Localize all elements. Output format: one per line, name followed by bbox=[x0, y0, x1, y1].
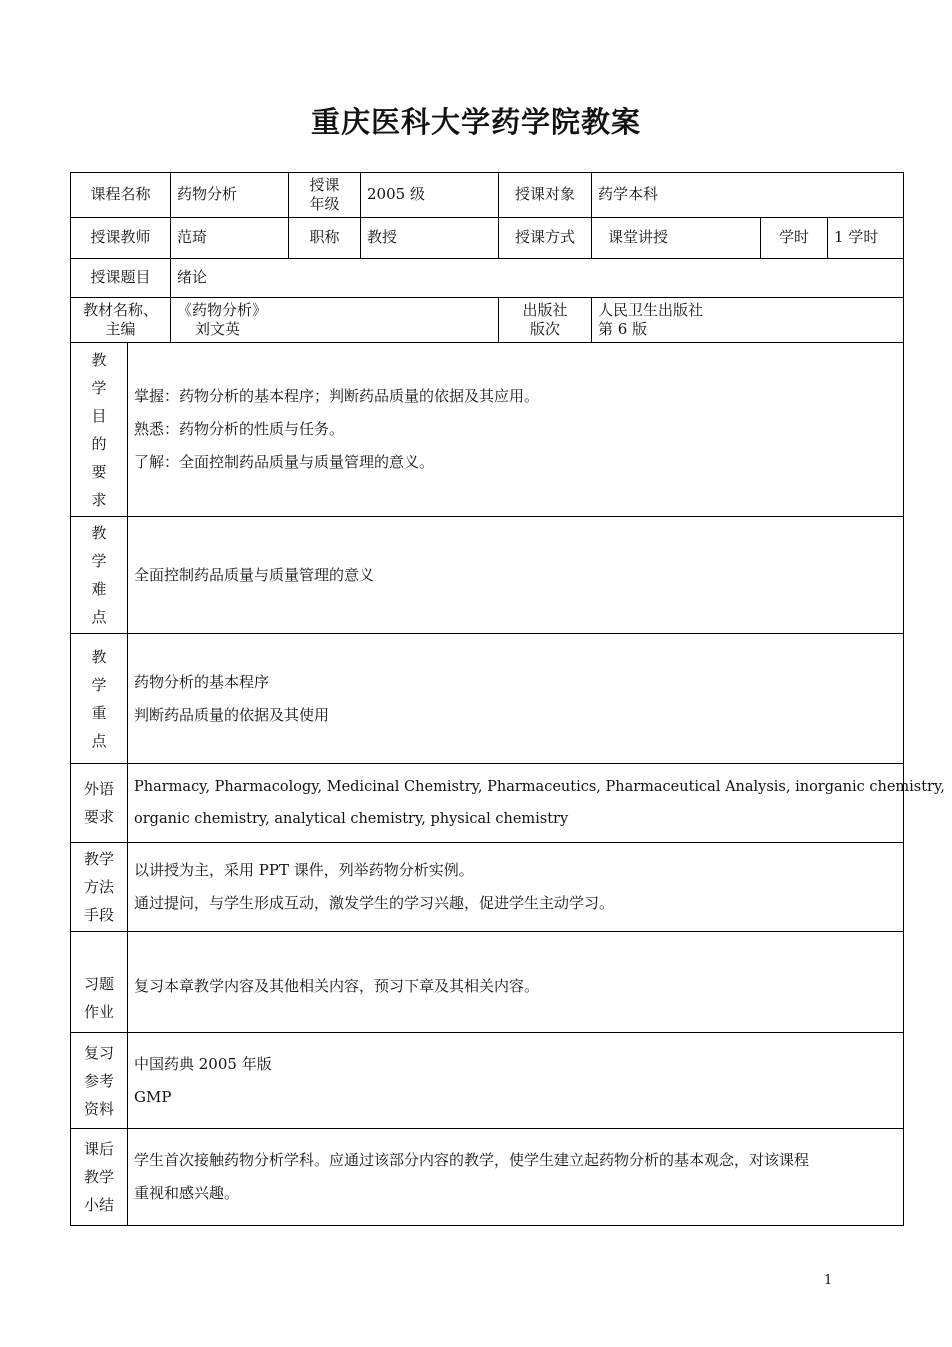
summary-label: 课后 教学 小结 bbox=[71, 1129, 128, 1226]
method-label: 授课方式 bbox=[499, 218, 592, 259]
foreign-row bbox=[71, 764, 904, 843]
grade-label: 授课 年级 bbox=[289, 173, 361, 218]
grade-value: 2005 级 bbox=[361, 173, 499, 218]
lesson-plan-table bbox=[70, 172, 945, 1226]
goals-content: 掌握：药物分析的基本程序；判断药品质量的依据及其应用。 熟悉：药物分析的性质与任务。 了解：全面控制药品质量与质量管理的意义。 bbox=[128, 343, 904, 517]
audience-value: 药学本科 bbox=[592, 173, 904, 218]
topic-row bbox=[71, 259, 904, 298]
methods-content: 以讲授为主，采用 PPT 课件，列举药物分析实例。 通过提问，与学生形成互动，激发学生的学习兴趣，促进学生主动学习。 bbox=[128, 843, 904, 932]
goals-row bbox=[71, 343, 904, 517]
difficulty-content: 全面控制药品质量与质量管理的意义 bbox=[128, 517, 904, 634]
references-row bbox=[71, 1033, 904, 1129]
homework-row bbox=[71, 932, 904, 1033]
page-title: 重庆医科大学药学院教案 bbox=[310, 105, 641, 139]
foreign-content: Pharmacy, Pharmacology, Medicinal Chemistry, Pharmaceutics, Pharmaceutical Analysis, inorganic chemistry, organic chemistry, analytical chemistry, physical chemistry bbox=[128, 764, 904, 843]
textbook-row bbox=[71, 298, 904, 343]
publisher-label: 出版社 版次 bbox=[499, 298, 592, 343]
course-name-value: 药物分析 bbox=[171, 173, 289, 218]
topic-value: 绪论 bbox=[171, 259, 904, 298]
course-name-label: 课程名称 bbox=[71, 173, 171, 218]
references-content: 中国药典 2005 年版 GMP bbox=[128, 1033, 904, 1129]
publisher-value: 人民卫生出版社 第 6 版 bbox=[592, 298, 904, 343]
audience-label: 授课对象 bbox=[499, 173, 592, 218]
difficulty-row bbox=[71, 517, 904, 634]
summary-content: 学生首次接触药物分析学科。应通过该部分内容的教学，使学生建立起药物分析的基本观念，对该课程 重视和感兴趣。 bbox=[128, 1129, 904, 1226]
hours-label: 学时 bbox=[761, 218, 828, 259]
textbook-label: 教材名称、 主编 bbox=[71, 298, 171, 343]
rank-label: 职称 bbox=[289, 218, 361, 259]
teacher-label: 授课教师 bbox=[71, 218, 171, 259]
methods-row bbox=[71, 843, 904, 932]
rank-value: 教授 bbox=[361, 218, 499, 259]
hours-value: 1 学时 bbox=[828, 218, 904, 259]
teacher-value: 范琦 bbox=[171, 218, 289, 259]
key-points-content: 药物分析的基本程序 判断药品质量的依据及其使用 bbox=[128, 634, 904, 764]
methods-label: 教学 方法 手段 bbox=[71, 843, 128, 932]
homework-content: 复习本章教学内容及其他相关内容，预习下章及其相关内容。 bbox=[128, 932, 904, 1033]
homework-label: 习题 作业 bbox=[71, 932, 128, 1033]
references-label: 复习 参考 资料 bbox=[71, 1033, 128, 1129]
summary-row bbox=[71, 1129, 904, 1226]
textbook-value: 《药物分析》 刘文英 bbox=[171, 298, 499, 343]
course-row bbox=[71, 173, 904, 218]
page-number: 1 bbox=[824, 1273, 833, 1288]
key-points-label: 教 学 重 点 bbox=[71, 634, 128, 764]
goals-label: 教 学 目 的 要 求 bbox=[71, 343, 128, 517]
difficulty-label: 教 学 难 点 bbox=[71, 517, 128, 634]
key-points-row bbox=[71, 634, 904, 764]
foreign-label: 外语 要求 bbox=[71, 764, 128, 843]
topic-label: 授课题目 bbox=[71, 259, 171, 298]
teacher-row bbox=[71, 218, 904, 259]
method-value: 课堂讲授 bbox=[592, 218, 761, 259]
